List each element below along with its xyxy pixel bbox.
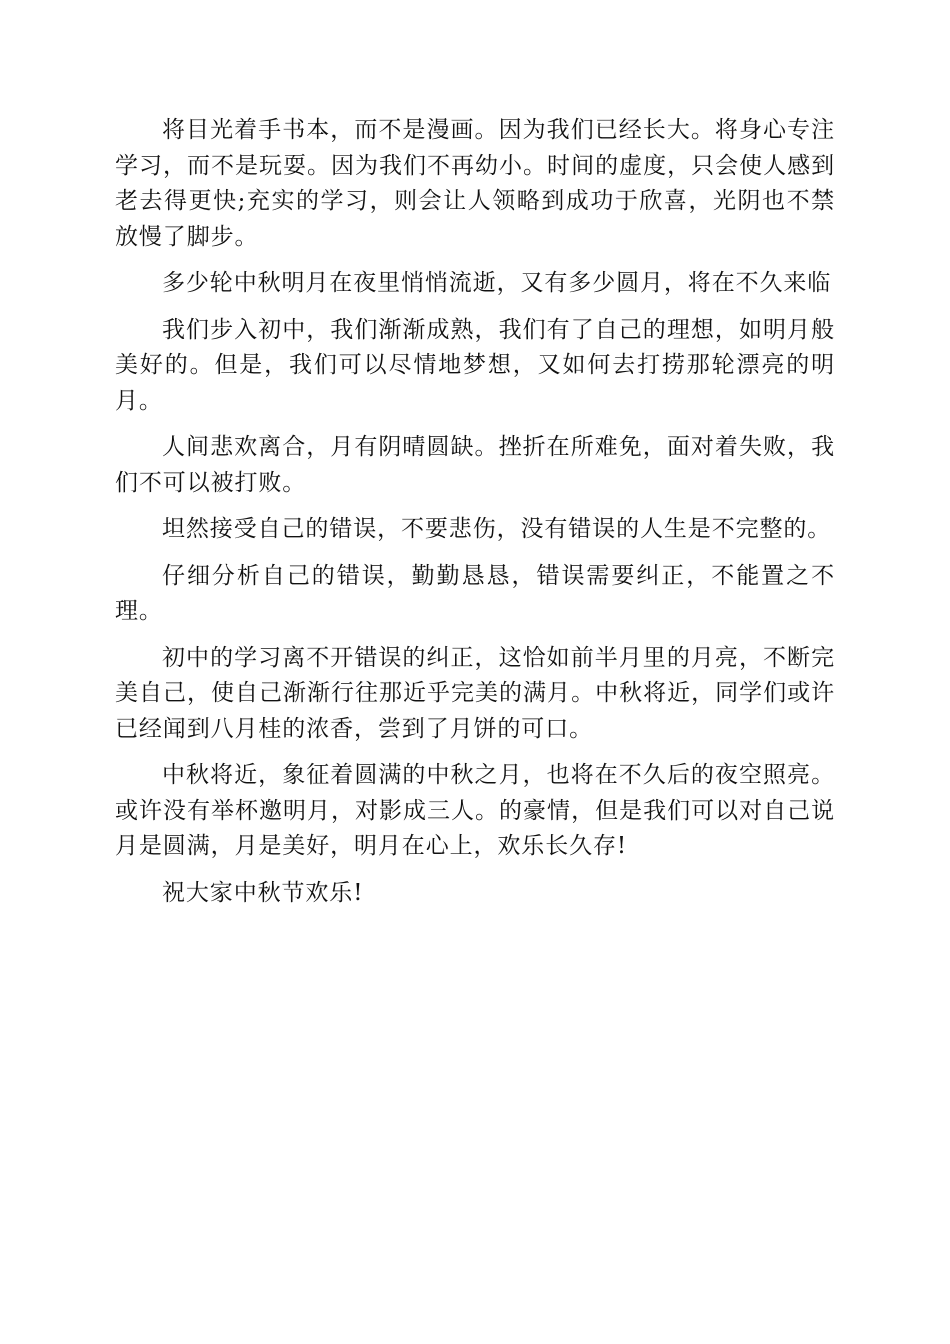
document-body [115, 113, 835, 922]
paragraph-7: 初中的学习离不开错误的纠正，这恰如前半月里的月亮，不断完美自己，使自己渐渐行往那近乎完美的满月。中秋将近，同学们或许已经闻到八月桂的浓香，尝到了月饼的可口。 [115, 644, 835, 742]
paragraph-4: 人间悲欢离合，月有阴晴圆缺。挫折在所难免，面对着失败，我们不可以被打败。 [115, 434, 835, 496]
paragraph-3: 我们步入初中，我们渐渐成熟，我们有了自己的理想，如明月般美好的。但是，我们可以尽情地梦想，又如何去打捞那轮漂亮的明月。 [115, 316, 835, 414]
paragraph-6: 仔细分析自己的错误，勤勤恳恳，错误需要纠正，不能置之不理。 [115, 562, 835, 624]
paragraph-8: 中秋将近，象征着圆满的中秋之月，也将在不久后的夜空照亮。或许没有举杯邀明月，对影成三人。的豪情，但是我们可以对自己说月是圆满，月是美好，明月在心上，欢乐长久存! [115, 762, 835, 859]
paragraph-9: 祝大家中秋节欢乐! [162, 879, 364, 906]
paragraph-2: 多少轮中秋明月在夜里悄悄流逝，又有多少圆月，将在不久来临 [162, 270, 832, 296]
paragraph-1: 将目光着手书本，而不是漫画。因为我们已经长大。将身心专注学习，而不是玩耍。因为我们不再幼小。时间的虚度，只会使人感到老去得更快;充实的学习，则会让人领略到成功于欣喜，光阴也不禁放慢了脚步。 [115, 117, 835, 250]
paragraph-5: 坦然接受自己的错误，不要悲伤，没有错误的人生是不完整的。 [162, 516, 832, 542]
